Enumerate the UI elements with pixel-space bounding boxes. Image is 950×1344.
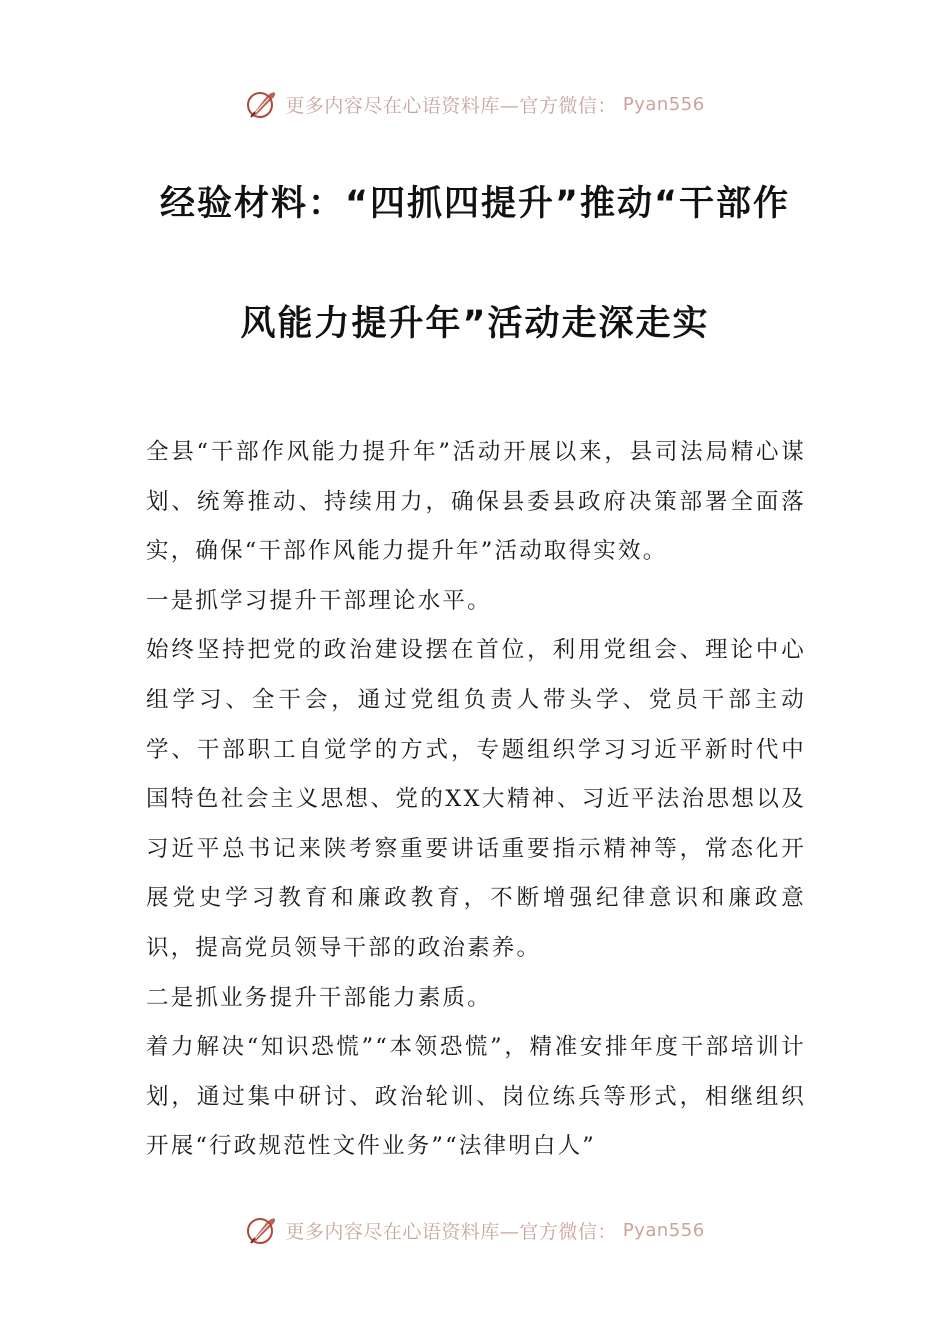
watermark-wechat-id: Pyan556 xyxy=(622,93,705,115)
paragraph-section-1: 始终坚持把党的政治建设摆在首位，利用党组会、理论中心组学习、全干会，通过党组负责人带头学、党员干部主动学、干部职工自觉学的方式，专题组织学习习近平新时代中国特色社会主义思想、党的XX大精神、习近平法治思想以及习近平总书记来陕考察重要讲话重要指示精神等，常态化开展党史学习教育和廉政教育，不断增强纪律意识和廉政意识，提高党员领导干部的政治素养。 xyxy=(146,637,806,961)
document-body xyxy=(146,428,806,1172)
paragraph-intro: 全县“干部作风能力提升年”活动开展以来，县司法局精心谋划、统筹推动、持续用力，确保县委县政府决策部署全面落实，确保“干部作风能力提升年”活动取得实效。 xyxy=(146,439,806,565)
footer-watermark xyxy=(0,1210,950,1250)
watermark-text: 更多内容尽在心语资料库—官方微信： xyxy=(285,94,617,117)
document-title-line-2: 风能力提升年”活动走深走实 xyxy=(240,304,710,344)
pen-feather-logo-icon xyxy=(245,1213,279,1247)
section-heading-2: 二是抓业务提升干部能力素质。 xyxy=(146,984,492,1011)
watermark-text: 更多内容尽在心语资料库—官方微信： xyxy=(285,1220,617,1243)
document-title-line-1: 经验材料：“四抓四提升”推动“干部作 xyxy=(159,184,790,224)
header-watermark xyxy=(0,84,950,124)
watermark-wechat-id: Pyan556 xyxy=(622,1219,705,1241)
section-heading-1: 一是抓学习提升干部理论水平。 xyxy=(146,587,492,614)
paragraph-section-2: 着力解决“知识恐慌”“本领恐慌”，精准安排年度干部培训计划，通过集中研讨、政治轮训、岗位练兵等形式，相继组织开展“行政规范性文件业务”“法律明白人” xyxy=(146,1034,806,1160)
pen-feather-logo-icon xyxy=(245,87,279,121)
